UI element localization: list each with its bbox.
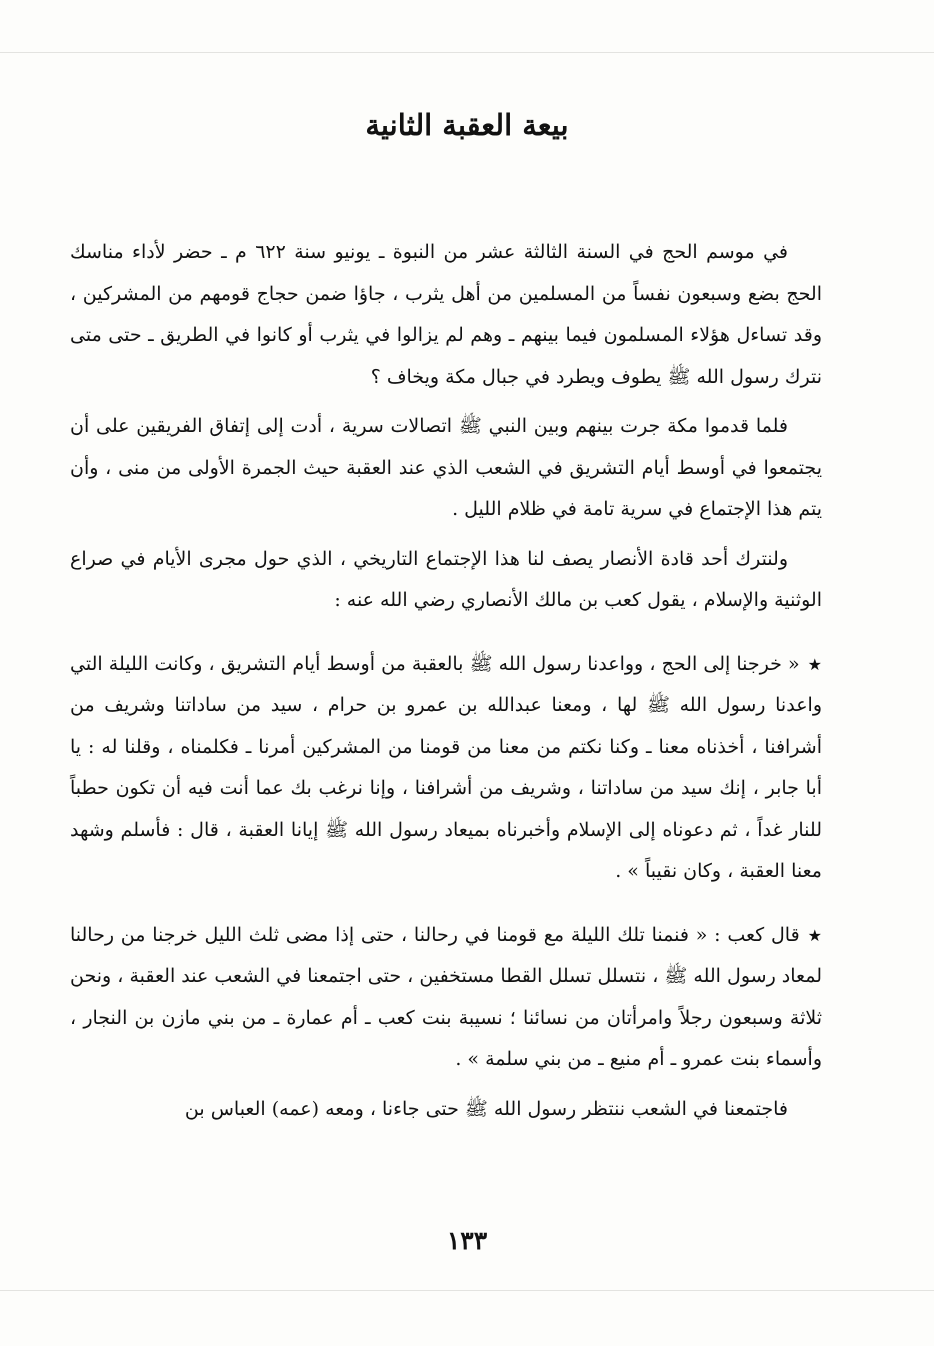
paragraph-quote-1 <box>70 644 822 893</box>
star-icon: ★ <box>807 925 822 945</box>
paragraph-secret-contacts: فلما قدموا مكة جرت بينهم وبين النبي ﷺ اتصالات سرية ، أدت إلى إتفاق الفريقين على أن يجتمعوا في أوسط أيام التشريق في الشعب الذي عند العقبة حيث الجمرة الأولى من منى ، وأن يتم هذا الإجتماع في سرية تامة في ظلام الليل . <box>70 415 822 520</box>
paragraph-narrator-intro: ولنترك أحد قادة الأنصار يصف لنا هذا الإجتماع التاريخي ، الذي حول مجرى الأيام في صراع الوثنية والإسلام ، يقول كعب بن مالك الأنصاري رضي الله عنه : <box>70 547 822 611</box>
paragraph-quote-2 <box>70 915 822 1081</box>
scan-artifact-line <box>0 1290 934 1291</box>
body-text <box>70 232 822 1130</box>
quote-1-text: « خرجنا إلى الحج ، وواعدنا رسول الله ﷺ بالعقبة من أوسط أيام التشريق ، وكانت الليلة التي واعدنا رسول الله ﷺ لها ، ومعنا عبدالله بن عمرو بن حرام ، سيد من ساداتنا وشريف من أشرافنا ، أخذناه معنا ـ وكنا نكتم من معنا من قومنا من المشركين أمرنا ـ فكلمناه ، وقلنا له : يا أبا جابر ، إنك سيد من ساداتنا ، وشريف من أشرافنا ، وإنا نرغب بك عما أنت فيه أن تكون حطباً للنار غداً ، ثم دعوناه إلى الإسلام وأخبرناه بميعاد رسول الله ﷺ إيانا العقبة ، قال : فأسلم وشهد معنا العقبة ، وكان نقيباً » . <box>70 652 822 882</box>
paragraph-gathering: فاجتمعنا في الشعب ننتظر رسول الله ﷺ حتى جاءنا ، ومعه (عمه) العباس بن <box>184 1097 788 1120</box>
quote-2-text: قال كعب : « فنمنا تلك الليلة مع قومنا في رحالنا ، حتى إذا مضى ثلث الليل خرجنا من رحالنا لمعاد رسول الله ﷺ ، نتسلل تسلل القطا مستخفين ، حتى اجتمعنا في الشعب عند العقبة ، ونحن ثلاثة وسبعون رجلاً وامرأتان من نسائنا ؛ نسيبة بنت كعب ـ أم عمارة ـ من بني مازن بن النجار ، وأسماء بنت عمرو ـ أم منيع ـ من بني سلمة » . <box>70 923 822 1070</box>
star-icon: ★ <box>807 654 822 674</box>
page-title: بيعة العقبة الثانية <box>365 108 569 142</box>
page-number: ١٣٣ <box>446 1226 488 1255</box>
scan-artifact-line <box>0 52 934 53</box>
paragraph-intro: في موسم الحج في السنة الثالثة عشر من النبوة ـ يونيو سنة ٦٢٢ م ـ حضر لأداء مناسك الحج بضع وسبعون نفساً من المسلمين من أهل يثرب ، جاؤا ضمن حجاج قومهم من المشركين ، وقد تساءل هؤلاء المسلمون فيما بينهم ـ وهم لم يزالوا في يثرب أو كانوا في الطريق ـ حتى متى نترك رسول الله ﷺ يطوف ويطرد في جبال مكة ويخاف ؟ <box>70 241 822 388</box>
